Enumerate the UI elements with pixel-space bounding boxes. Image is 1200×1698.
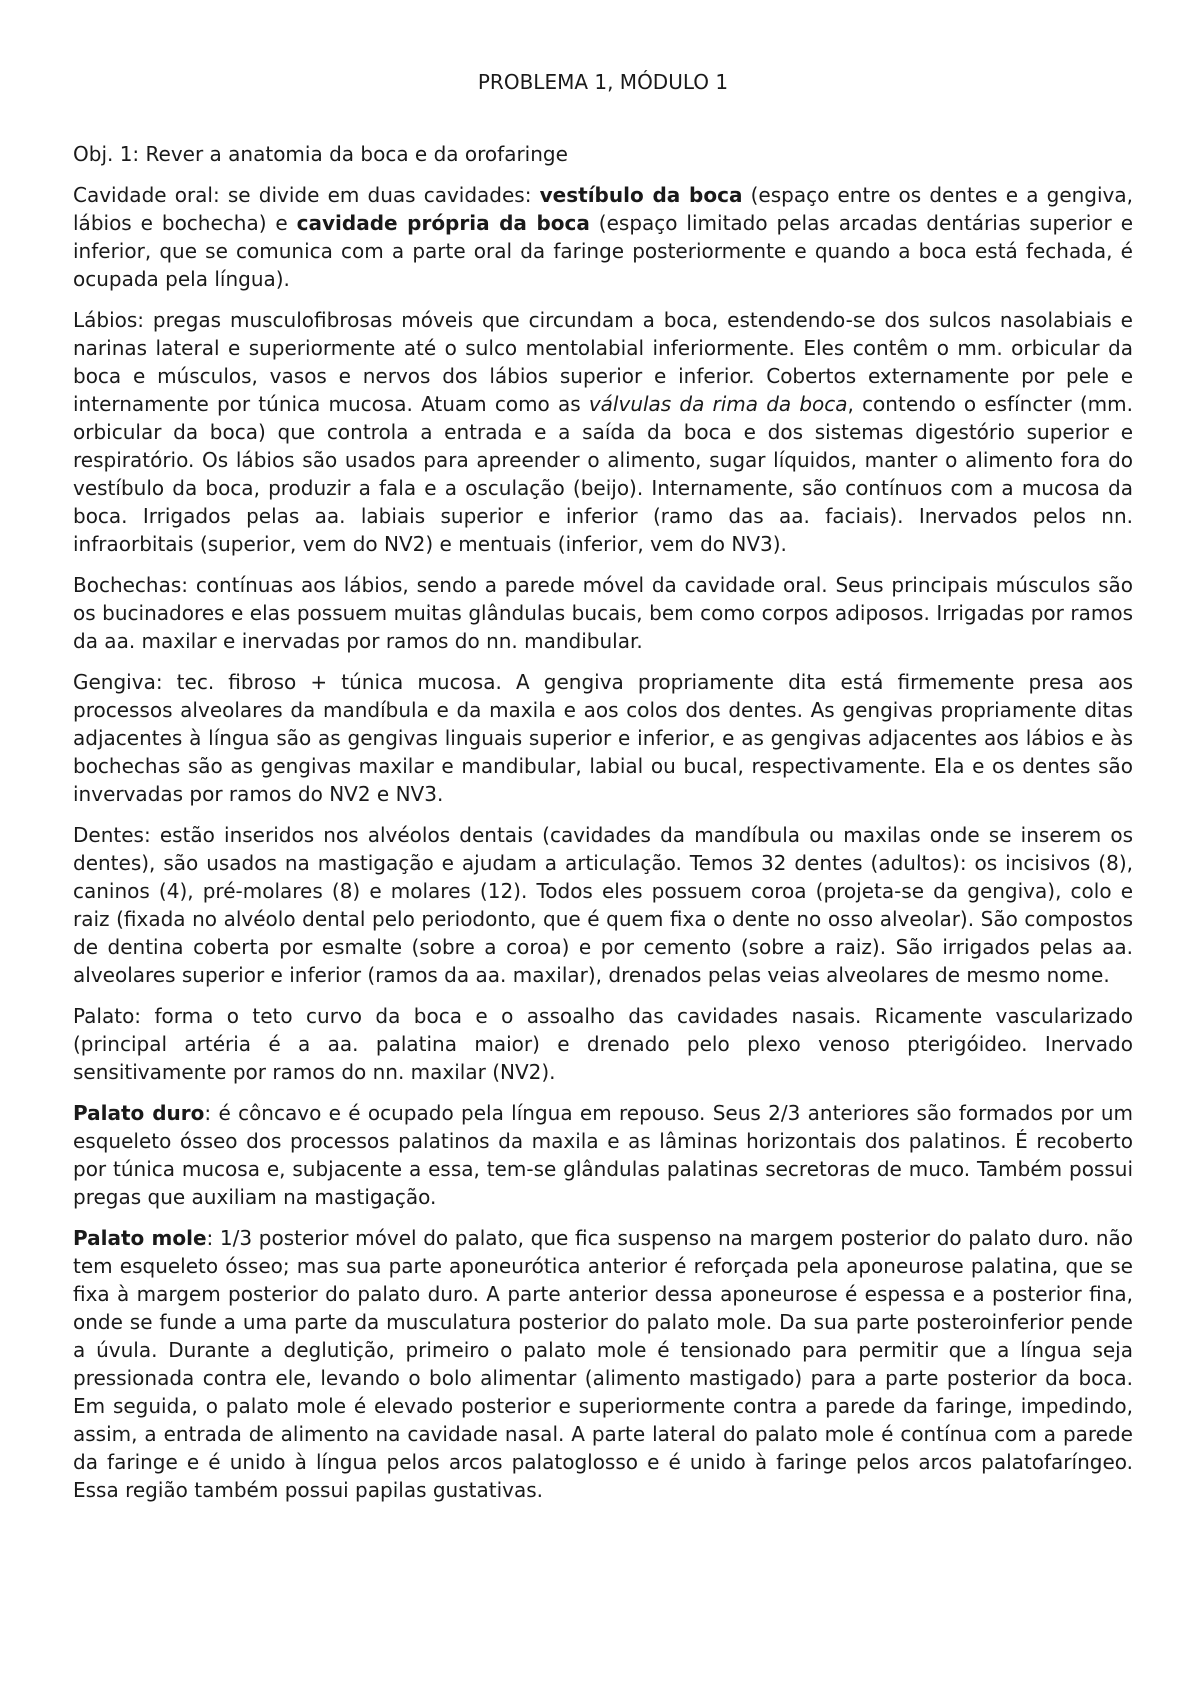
- cavidade-label: Cavidade oral:: [73, 183, 220, 207]
- paragraph-labios: [73, 306, 1133, 558]
- cavidade-text-1: se divide em duas cavidades:: [219, 183, 540, 207]
- palato-duro-text: : é côncavo e é ocupado pela língua em repouso. Seus 2/3 anteriores são formados por um esqueleto ósseo dos processos palatinos da maxila e as lâminas horizontais dos palatinos. É recoberto por túnica mucosa e, subjacente a essa, tem-se glândulas palatinas secretoras de muco. Também possui pregas que auxiliam na mastigação.: [73, 1101, 1134, 1209]
- objective-line: Obj. 1: Rever a anatomia da boca e da orofaringe: [73, 142, 568, 166]
- page-title: PROBLEMA 1, MÓDULO 1: [477, 70, 729, 94]
- paragraph-dentes: Dentes: estão inseridos nos alvéolos dentais (cavidades da mandíbula ou maxilas onde se inserem os dentes), são usados na mastigação e ajudam a articulação. Temos 32 dentes (adultos): os incisivos (8), caninos (4), pré-molares (8) e molares (12). Todos eles possuem coroa (projeta-se da gengiva), colo e raiz (fixada no alvéolo dental pelo periodonto, que é quem fixa o dente no osso alveolar). São compostos de dentina coberta por esmalte (sobre a coroa) e por cemento (sobre a raiz). São irrigados pelas aa. alveolares superior e inferior (ramos da aa. maxilar), drenados pelas veias alveolares de mesmo nome.: [73, 823, 1133, 987]
- term-valvulas: válvulas da rima da boca: [588, 392, 848, 416]
- paragraph-palato-mole: [73, 1224, 1133, 1504]
- term-vestibulo: vestíbulo da boca: [539, 183, 743, 207]
- term-palato-mole: Palato mole: [73, 1226, 207, 1250]
- paragraph-bochechas: Bochechas: contínuas aos lábios, sendo a parede móvel da cavidade oral. Seus principais músculos são os bucinadores e elas possuem muitas glândulas bucais, bem como corpos adiposos. Irrigadas por ramos da aa. maxilar e inervadas por ramos do nn. mandibular.: [73, 573, 1133, 653]
- paragraph-gengiva: Gengiva: tec. fibroso + túnica mucosa. A gengiva propriamente dita está firmemente presa aos processos alveolares da mandíbula e da maxila e aos colos dos dentes. As gengivas propriamente ditas adjacentes à língua são as gengivas linguais superior e inferior, e as gengivas adjacentes aos lábios e às bochechas são as gengivas maxilar e mandibular, labial ou bucal, respectivamente. Ela e os dentes são invervadas por ramos do NV2 e NV3.: [73, 670, 1133, 806]
- labios-text-2: , contendo o esfíncter (mm. orbicular da boca) que controla a entrada e a saída da boca e dos sistemas digestório superior e respiratório. Os lábios são usados para apreender o alimento, sugar líquidos, manter o alimento fora do vestíbulo da boca, produzir a fala e a osculação (beijo). Internamente, são contínuos com a mucosa da boca. Irrigados pelas aa. labiais superior e inferior (ramo das aa. faciais). Inervados pelos nn. infraorbitais (superior, vem do NV2) e mentuais (inferior, vem do NV3).: [73, 392, 1133, 556]
- cavidade-text-3: (espaço limitado pelas arcadas dentárias superior e inferior, que se comunica com a parte oral da faringe posteriormente e quando a boca está fechada, é ocupada pela língua).: [73, 211, 1134, 291]
- term-palato-duro: Palato duro: [73, 1101, 205, 1125]
- labios-text-1: Lábios: pregas musculofibrosas móveis que circundam a boca, estendendo-se dos sulcos nasolabiais e narinas lateral e superiormente até o sulco mentolabial inferiormente. Eles contêm o mm. orbicular da boca e músculos, vasos e nervos dos lábios superior e inferior. Cobertos externamente por pele e internamente por túnica mucosa. Atuam como as: [73, 308, 1133, 416]
- palato-mole-text: : 1/3 posterior móvel do palato, que fica suspenso na margem posterior do palato duro. não tem esqueleto ósseo; mas sua parte aponeurótica anterior é reforçada pela aponeurose palatina, que se fixa à margem posterior do palato duro. A parte anterior dessa aponeurose é espessa e a posterior fina, onde se funde a uma parte da musculatura posterior do palato mole. Da sua parte posteroinferior pende a úvula. Durante a deglutição, primeiro o palato mole é tensionado para permitir que a língua seja pressionada contra ele, levando o bolo alimentar (alimento mastigado) para a parte posterior da boca. Em seguida, o palato mole é elevado posterior e superiormente contra a parede da faringe, impedindo, assim, a entrada de alimento na cavidade nasal. A parte lateral do palato mole é contínua com a parede da faringe e é unido à língua pelos arcos palatoglosso e é unido à faringe pelos arcos palatofaríngeo. Essa região também possui papilas gustativas.: [73, 1226, 1133, 1502]
- term-cavidade-propria: cavidade própria da boca: [296, 211, 590, 235]
- cavidade-text-2: (espaço entre os dentes e a gengiva, lábios e bochecha) e: [73, 183, 1133, 235]
- paragraph-palato-duro: [73, 1099, 1133, 1211]
- paragraph-cavidade-oral: [73, 181, 1133, 293]
- paragraph-palato: Palato: forma o teto curvo da boca e o assoalho das cavidades nasais. Ricamente vascularizado (principal artéria é a aa. palatina maior) e drenado pelo plexo venoso pterigóideo. Inervado sensitivamente por ramos do nn. maxilar (NV2).: [73, 1004, 1133, 1084]
